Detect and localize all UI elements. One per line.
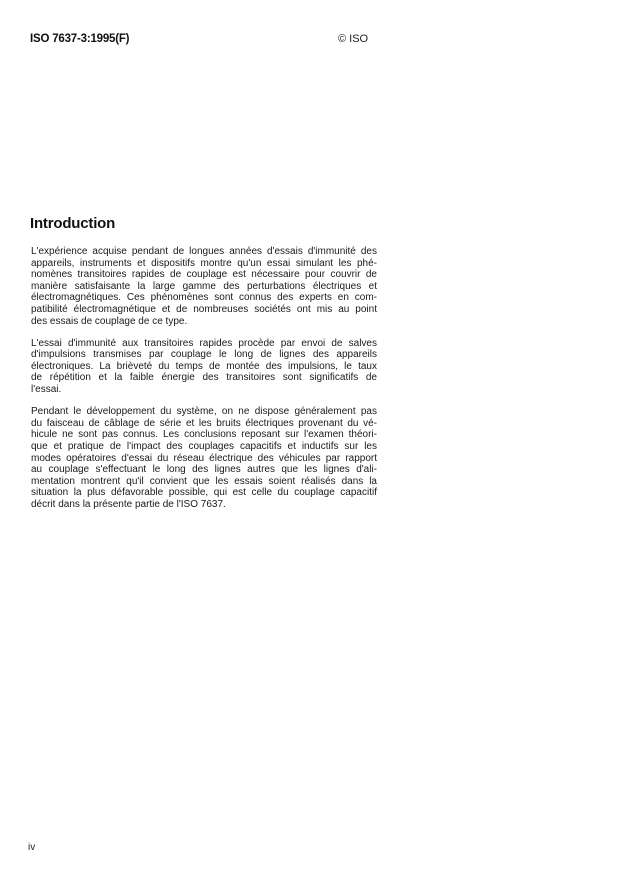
text-line: situation la plus défavorable possible, qui est celle du couplage capacitif xyxy=(31,487,377,499)
text-line: Pendant le développement du système, on ne dispose généralement pas xyxy=(31,406,377,418)
text-line: mentation montrent qu'il convient que les essais soient réalisés dans la xyxy=(31,475,377,487)
text-line: manière satisfaisante la large gamme des perturbations électriques et xyxy=(31,280,377,292)
text-line: L'expérience acquise pendant de longues années d'essais d'immunité des xyxy=(31,246,377,257)
paragraph-2 xyxy=(31,338,377,396)
copyright-notice: © ISO xyxy=(338,33,369,45)
document-identifier: ISO 7637-3:1995(F) xyxy=(30,33,130,45)
text-line: d'impulsions transmises par couplage le long de lignes des appareils xyxy=(31,349,377,361)
text-line: décrit dans la présente partie de l'ISO 7637. xyxy=(31,498,226,510)
text-line: appareils, instruments et dispositifs montre qu'un essai simulant les phé- xyxy=(31,257,377,269)
text-line: hicule ne sont pas connus. Les conclusions reposant sur l'examen théori- xyxy=(31,429,377,441)
paragraph-1 xyxy=(31,246,377,327)
text-line: de répétition et la faible énergie des transitoires sont significatifs de xyxy=(31,372,377,384)
text-line: l'essai. xyxy=(31,384,62,396)
text-line: patibilité électromagnétique et de nombreuses sociétés ont mis au point xyxy=(31,303,377,315)
text-line: électromagnétiques. Ces phénomènes sont connus des experts en com- xyxy=(31,292,377,304)
text-line: que et pratique de l'impact des couplages capacitifs et inductifs sur les xyxy=(31,440,377,452)
paragraph-3 xyxy=(31,406,377,510)
text-line: au couplage s'effectuant le long des lignes autres que les lignes d'ali- xyxy=(31,464,377,476)
text-line: modes opératoires d'essai du réseau électrique des véhicules par rapport xyxy=(31,452,377,464)
text-line: des essais de couplage de ce type. xyxy=(31,315,188,327)
text-line: du faisceau de câblage de série et les bruits électriques provenant du vé- xyxy=(31,417,377,429)
page-number: iv xyxy=(28,842,36,853)
text-line: nomènes transitoires rapides de couplage est nécessaire pour couvrir de xyxy=(31,269,377,281)
text-line: L'essai d'immunité aux transitoires rapides procède par envoi de salves xyxy=(31,337,377,349)
section-title: Introduction xyxy=(30,215,116,232)
text-line: électroniques. La brièveté du temps de montée des impulsions, le taux xyxy=(31,360,377,372)
introduction-body xyxy=(31,246,377,521)
